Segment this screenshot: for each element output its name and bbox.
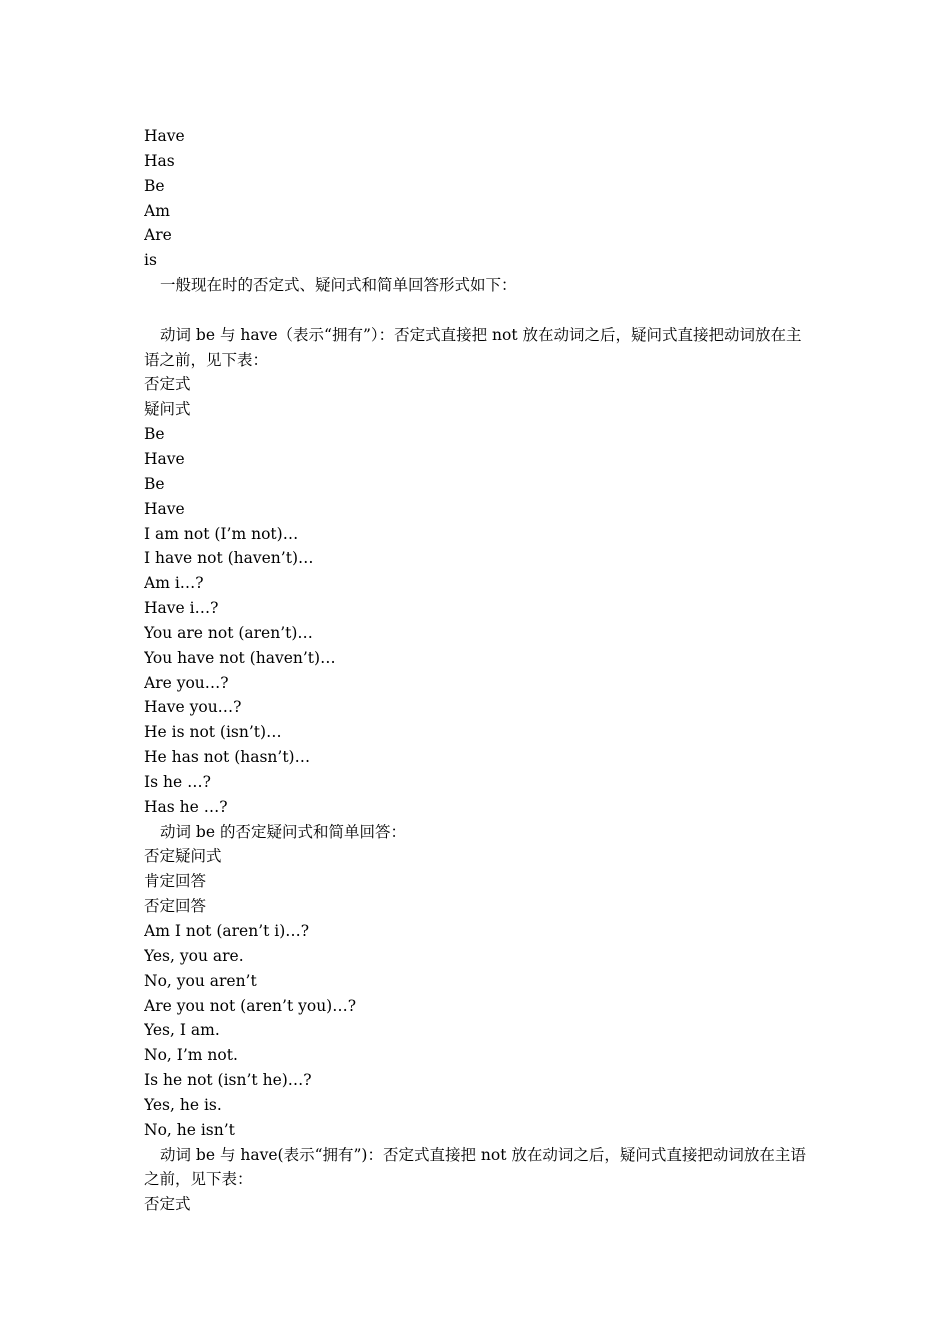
table-cell: You have not (haven’t)… xyxy=(144,648,336,667)
section-heading: 一般现在时的否定式、疑问式和简单回答形式如下： xyxy=(160,276,517,295)
verb-item: Has xyxy=(144,151,175,170)
verb-list xyxy=(144,124,808,273)
table-cell: 肯定回答 xyxy=(144,872,207,891)
table-cell: Is he not (isn’t he)…? xyxy=(144,1071,312,1090)
negative-question-table xyxy=(144,372,808,819)
paragraph: 动词 be 与 have(表示“拥有”)：否定式直接把 not 放在动词之后，疑问式直接把动词放在主语之前，见下表： xyxy=(144,1145,806,1189)
table-cell: 疑问式 xyxy=(144,400,191,419)
verb-item: Are xyxy=(144,226,172,245)
table-cell: Have i…? xyxy=(144,599,219,618)
blank-line xyxy=(144,298,808,323)
table-cell: You are not (aren’t)… xyxy=(144,623,313,642)
table-cell: 否定疑问式 xyxy=(144,847,222,866)
table-cell: Yes, he is. xyxy=(144,1095,222,1114)
verb-item: is xyxy=(144,251,157,270)
table-cell: I am not (I’m not)… xyxy=(144,524,299,543)
table-cell: Be xyxy=(144,425,165,444)
table-cell: No, he isn’t xyxy=(144,1120,235,1139)
table-cell: Yes, I am. xyxy=(144,1021,220,1040)
paragraph: 动词 be 与 have（表示“拥有”）：否定式直接把 not 放在动词之后，疑问式直接把动词放在主语之前，见下表： xyxy=(144,325,802,369)
verb-item: Be xyxy=(144,176,165,195)
verb-item: Am xyxy=(144,201,170,220)
table-cell: Be xyxy=(144,474,165,493)
verb-item: Have xyxy=(144,127,185,145)
table-cell: Has he …? xyxy=(144,797,228,816)
table-cell: Have xyxy=(144,449,185,468)
table-cell: Is he …? xyxy=(144,772,211,791)
short-answer-table xyxy=(144,844,808,1142)
table-cell: He has not (hasn’t)… xyxy=(144,748,311,767)
negative-table-continued xyxy=(144,1192,808,1217)
section-heading: 动词 be 的否定疑问式和简单回答： xyxy=(160,822,406,841)
table-cell: No, I’m not. xyxy=(144,1046,238,1065)
table-cell: Have you…? xyxy=(144,698,242,717)
table-cell: 否定回答 xyxy=(144,897,207,916)
table-cell: Am I not (aren’t i)…? xyxy=(144,922,310,940)
table-cell: 否定式 xyxy=(144,1195,191,1214)
table-cell: Are you…? xyxy=(144,673,229,692)
table-cell: He is not (isn’t)… xyxy=(144,723,282,742)
table-cell: No, you aren’t xyxy=(144,971,257,990)
table-cell: Am i…? xyxy=(144,574,204,593)
document-body xyxy=(144,124,808,1217)
table-cell: Are you not (aren’t you)…? xyxy=(144,996,357,1015)
table-cell: 否定式 xyxy=(144,375,191,394)
table-cell: Yes, you are. xyxy=(144,946,244,965)
table-cell: Have xyxy=(144,499,185,518)
table-cell: I have not (haven’t)… xyxy=(144,549,314,568)
